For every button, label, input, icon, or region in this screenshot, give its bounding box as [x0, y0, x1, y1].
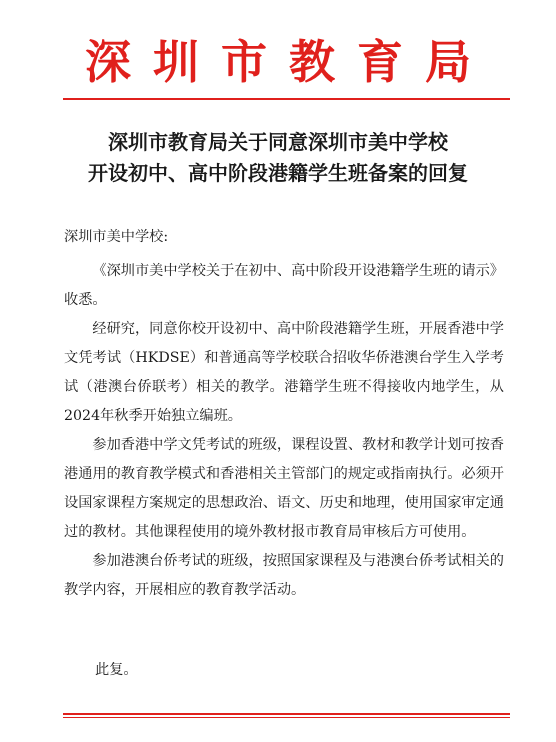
salutation: 深圳市美中学校:	[64, 229, 169, 245]
issuer-masthead: 深圳市教育局	[85, 35, 493, 89]
closing: 此复。	[95, 662, 138, 678]
masthead-red-rule	[63, 98, 510, 100]
paragraph-approval: 经研究，同意你校开设初中、高中阶段港籍学生班，开展香港中学文凭考试（HKDSE）和普通高等学校联合招收华侨港澳台学生入学考试（港澳台侨联考）相关的教学。港籍学生班不得接收内地学生，从2024年秋季开始独立编班。	[64, 321, 504, 424]
paragraph-hkdse-curriculum: 参加香港中学文凭考试的班级，课程设置、教材和教学计划可按香港通用的教育教学模式和香港相关主管部门的规定或指南执行。必须开设国家课程方案规定的思想政治、语文、历史和地理，使用国家审定通过的教材。其他课程使用的境外教材报市教育局审核后方可使用。	[64, 437, 504, 540]
body-paragraphs	[64, 257, 504, 605]
document-title-line-2: 开设初中、高中阶段港籍学生班备案的回复	[88, 161, 468, 185]
paragraph-request-received: 《深圳市美中学校关于在初中、高中阶段开设港籍学生班的请示》收悉。	[64, 263, 504, 308]
paragraph-joint-exam-curriculum: 参加港澳台侨考试的班级，按照国家课程及与港澳台侨考试相关的教学内容，开展相应的教育教学活动。	[64, 553, 504, 598]
footer-red-rule-thin	[63, 717, 510, 718]
footer-red-rule-thick	[63, 713, 510, 715]
document-title-line-1: 深圳市教育局关于同意深圳市美中学校	[108, 130, 448, 154]
